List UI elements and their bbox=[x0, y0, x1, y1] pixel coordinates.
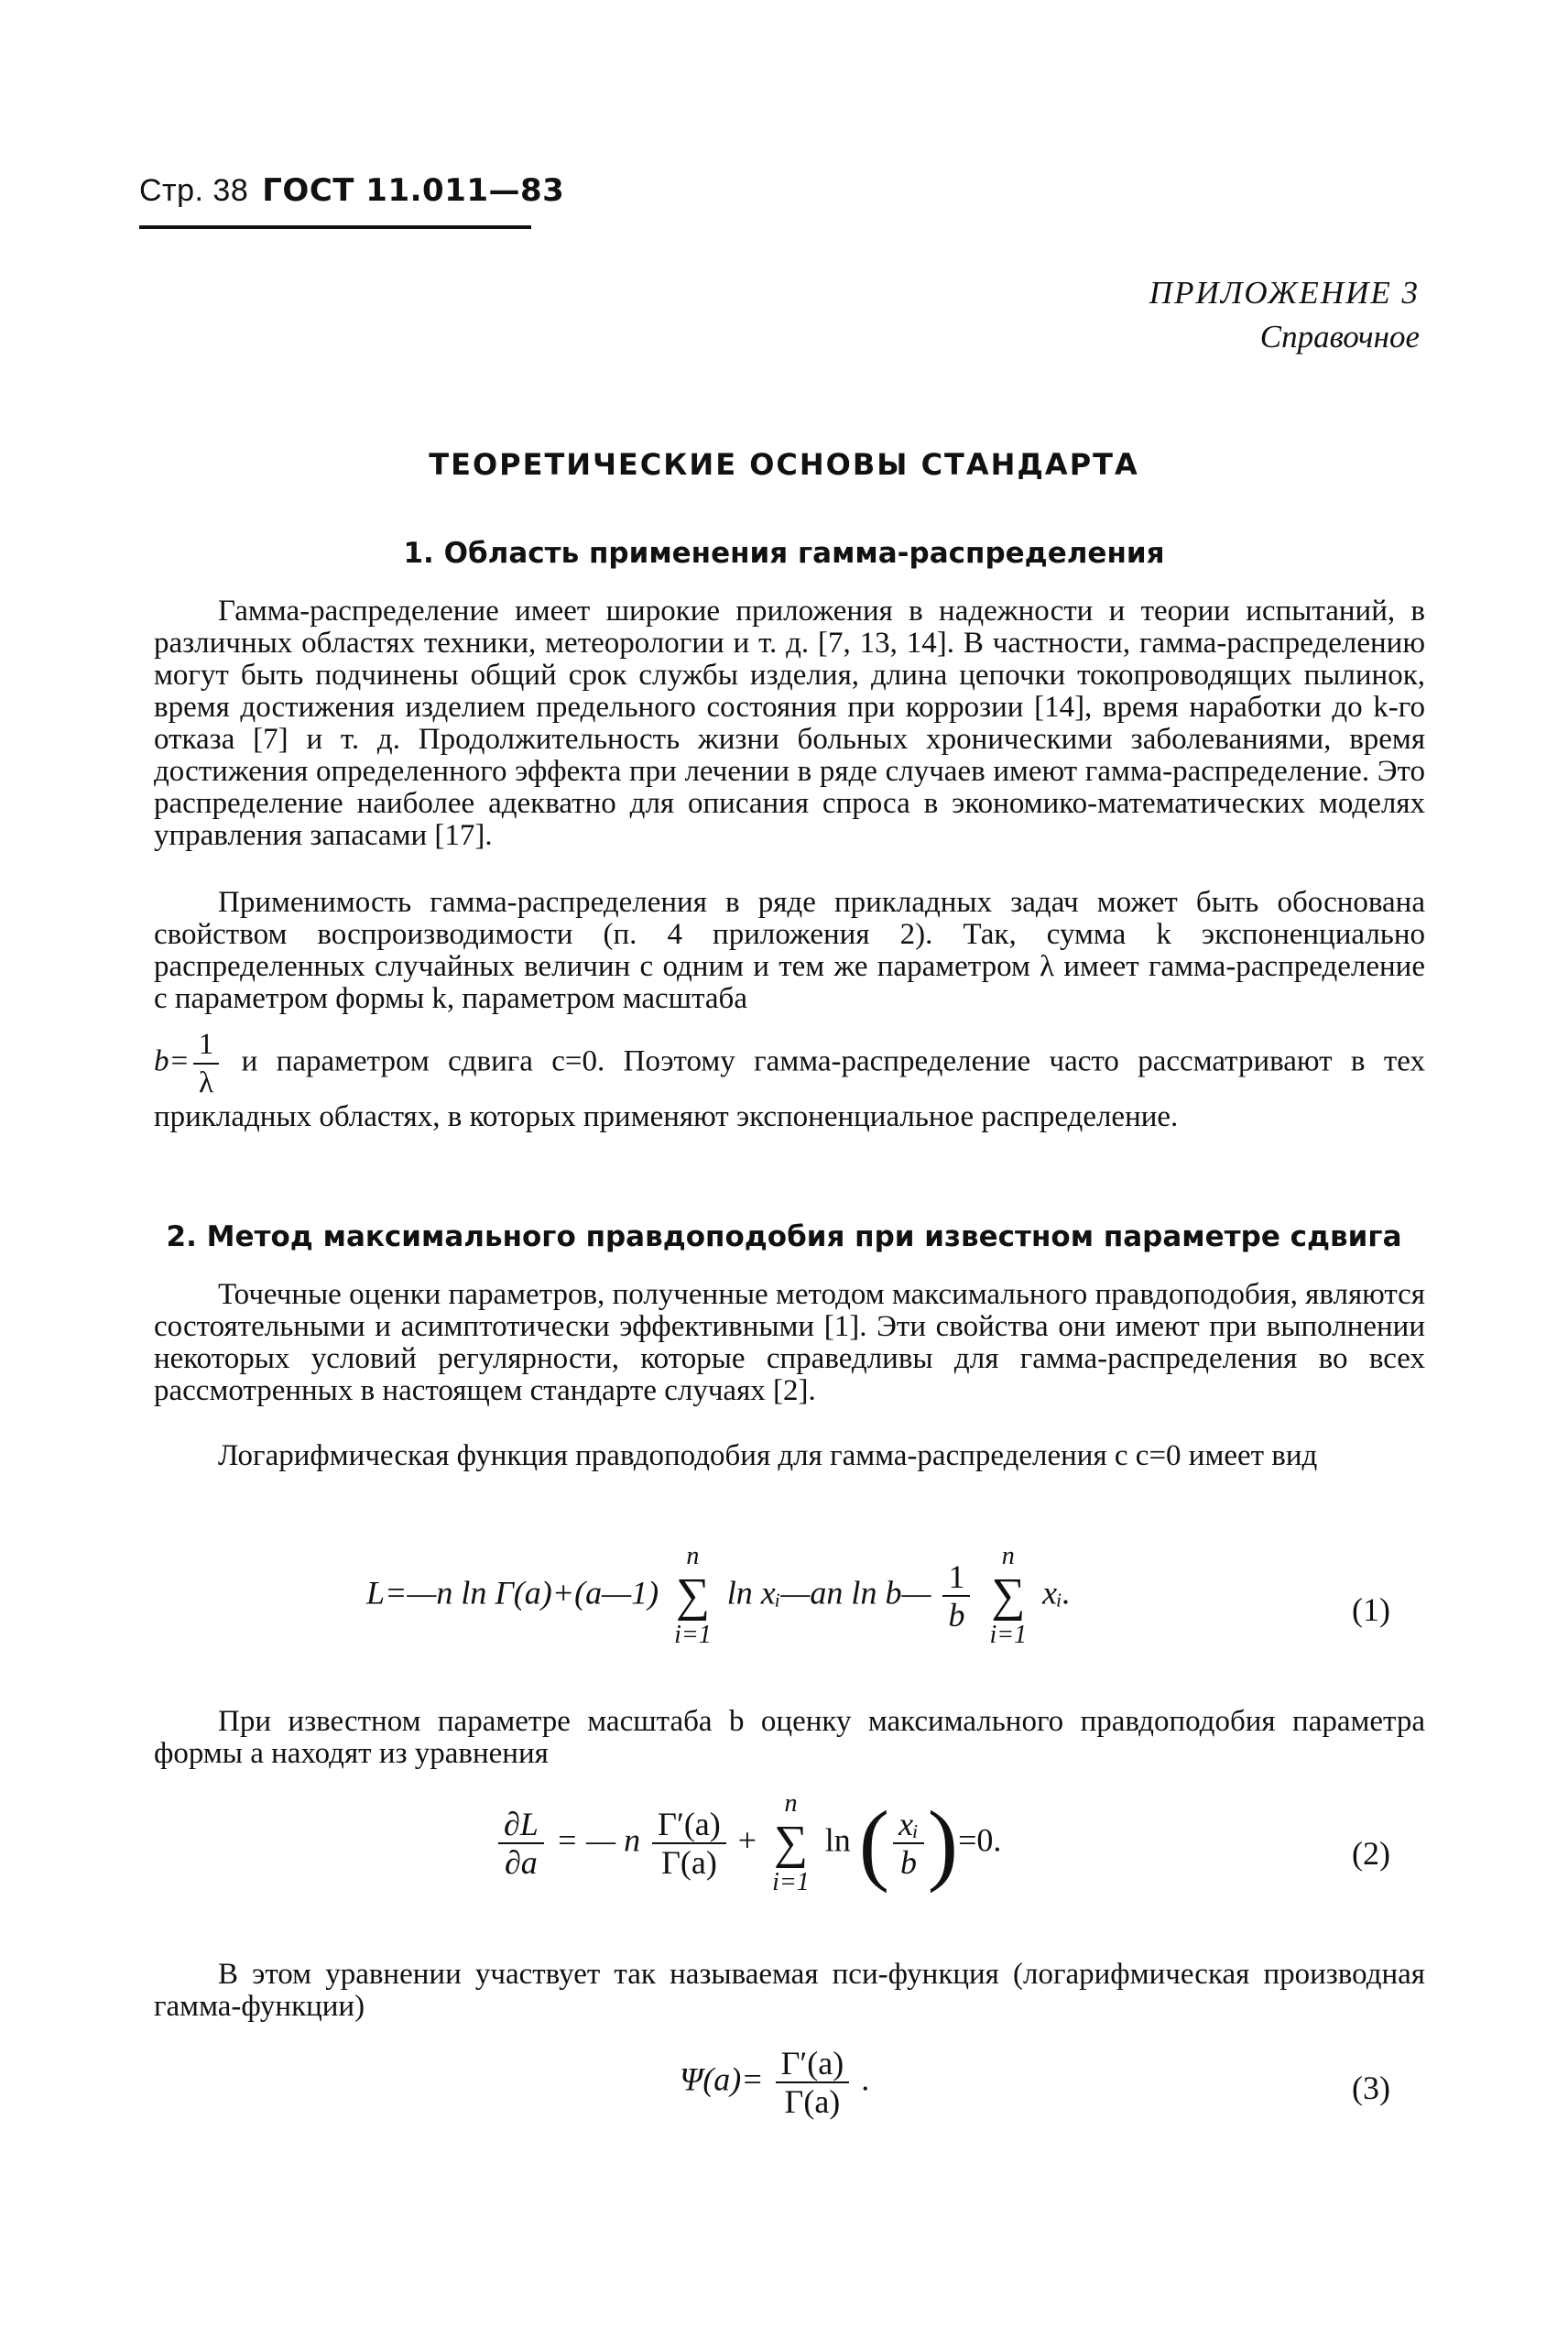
paragraph-2-rest: и параметром сдвига c=0. Поэтому гамма-распределение часто рассматривают в тех прикладных областях, в которых применяют экспоненциальное распределение. bbox=[154, 1044, 1425, 1133]
fraction-one-over-lambda bbox=[193, 1026, 220, 1101]
sum-sign: ∑ bbox=[773, 1817, 808, 1869]
sum-lower-limit: i=1 bbox=[772, 1868, 810, 1896]
fraction-denominator: Γ(a) bbox=[784, 2083, 841, 2120]
section-1-title: 1. Область применения гамма-распределения bbox=[403, 537, 1165, 570]
fraction-gamma-ratio bbox=[652, 1806, 726, 1881]
formula-1-left: L=—n ln Γ(a)+(a—1) bbox=[366, 1574, 659, 1611]
fraction-one-over-b bbox=[942, 1558, 970, 1633]
equation-number-3: (3) bbox=[1352, 2070, 1390, 2106]
formula-2-end: =0. bbox=[958, 1821, 1002, 1859]
b-equals: b= bbox=[154, 1044, 190, 1078]
sum-sign: ∑ bbox=[991, 1569, 1026, 1622]
formula-3 bbox=[680, 2045, 869, 2120]
formula-2 bbox=[495, 1786, 1001, 1900]
sum-operator bbox=[989, 1539, 1027, 1653]
formula-2-eq: = — n bbox=[555, 1821, 641, 1859]
section-1-paragraph-2: Применимость гамма-распределения в ряде прикладных задач может быть обоснована свойством воспроизводимости (п. 4 приложения 2). Так, сумма k экспоненциально распределенных случайных величин с одним и тем же параметром λ имеет гамма-распределение с параметром формы k, параметром масштаба bbox=[154, 886, 1425, 1015]
fraction-denominator: b bbox=[948, 1597, 965, 1633]
sum-lower-limit: i=1 bbox=[989, 1621, 1028, 1649]
header-rule bbox=[139, 225, 531, 229]
formula-3-end: . bbox=[861, 2060, 870, 2098]
formula-1-mid: ln xᵢ—an ln b— bbox=[726, 1574, 931, 1611]
appendix-subtitle: Справочное bbox=[1259, 319, 1420, 355]
formula-3-left: Ψ(a)= bbox=[680, 2060, 764, 2098]
fraction-numerator: Γ′(a) bbox=[776, 2045, 850, 2083]
sum-sign: ∑ bbox=[675, 1569, 710, 1622]
fraction-denominator: λ bbox=[199, 1066, 214, 1099]
fraction-x-over-b bbox=[893, 1806, 924, 1881]
formula-1 bbox=[366, 1539, 1071, 1653]
fraction-denominator: Γ(a) bbox=[661, 1844, 717, 1881]
fraction-psi bbox=[776, 2045, 850, 2120]
main-title: ТЕОРЕТИЧЕСКИЕ ОСНОВЫ СТАНДАРТА bbox=[429, 447, 1139, 482]
sum-operator bbox=[772, 1786, 810, 1900]
fraction-numerator: 1 bbox=[193, 1026, 220, 1065]
page-header bbox=[139, 172, 564, 209]
section-1-paragraph-1: Гамма-распределение имеет широкие приложения в надежности и теории испытаний, в различных областях техники, метеорологии и т. д. [7, 13, 14]. В частности, гамма-распределению могут быть подчинены общий срок службы изделия, длина цепочки токопроводящих пылинок, время достижения изделием предельного состояния при коррозии [14], время наработки до k-го отказа [7] и т. д. Продолжительность жизни больных хроническими заболеваниями, время достижения определенного эффекта при лечении в ряде случаев имеют гамма-распределение. Это распределение наиболее адекватно для описания спроса в экономико-математических моделях управления запасами [17]. bbox=[154, 595, 1425, 852]
fraction-dL-da bbox=[498, 1806, 544, 1881]
section-2-paragraph-1: Точечные оценки параметров, полученные методом максимального правдоподобия, являются состоятельными и асимптотически эффективными [1]. Эти свойства они имеют при выполнении некоторых условий регулярности, которые справедливы для гамма-распределения во всех рассмотренных в настоящем стандарте случаях [2]. bbox=[154, 1278, 1425, 1407]
section-1-paragraph-2-cont bbox=[154, 1026, 1425, 1133]
section-2-paragraph-3: При известном параметре масштаба b оценку максимального правдоподобия параметра формы a находят из уравнения bbox=[154, 1705, 1425, 1770]
sum-upper-limit: n bbox=[1001, 1542, 1015, 1570]
standard-number: ГОСТ 11.011—83 bbox=[262, 172, 565, 209]
sum-upper-limit: n bbox=[686, 1542, 700, 1570]
right-parenthesis: ) bbox=[927, 1792, 959, 1894]
fraction-numerator: 1 bbox=[942, 1558, 970, 1597]
formula-2-ln: ln bbox=[824, 1821, 851, 1859]
formula-1-end: xᵢ. bbox=[1042, 1574, 1071, 1611]
sum-upper-limit: n bbox=[784, 1789, 798, 1818]
page-label: Стр. 38 bbox=[139, 173, 249, 208]
fraction-denominator: b bbox=[899, 1844, 917, 1881]
formula-2-plus: + bbox=[737, 1821, 757, 1859]
section-2-title: 2. Метод максимального правдоподобия при известном параметре сдвига bbox=[166, 1220, 1402, 1253]
appendix-title: ПРИЛОЖЕНИЕ 3 bbox=[1149, 275, 1420, 311]
fraction-denominator: ∂a bbox=[505, 1844, 538, 1881]
fraction-numerator: xᵢ bbox=[893, 1806, 924, 1844]
section-2-paragraph-4: В этом уравнении участвует так называемая пси-функция (логарифмическая производная гамма-функции) bbox=[154, 1958, 1425, 2023]
section-2-paragraph-2: Логарифмическая функция правдоподобия для гамма-распределения с c=0 имеет вид bbox=[218, 1439, 1318, 1472]
sum-operator bbox=[674, 1539, 712, 1653]
appendix-label bbox=[1149, 271, 1420, 359]
equation-number-1: (1) bbox=[1352, 1591, 1390, 1628]
fraction-numerator: ∂L bbox=[498, 1806, 544, 1844]
equation-number-2: (2) bbox=[1352, 1835, 1390, 1872]
fraction-numerator: Γ′(a) bbox=[652, 1806, 726, 1844]
sum-lower-limit: i=1 bbox=[674, 1621, 712, 1649]
left-parenthesis: ( bbox=[858, 1792, 890, 1894]
